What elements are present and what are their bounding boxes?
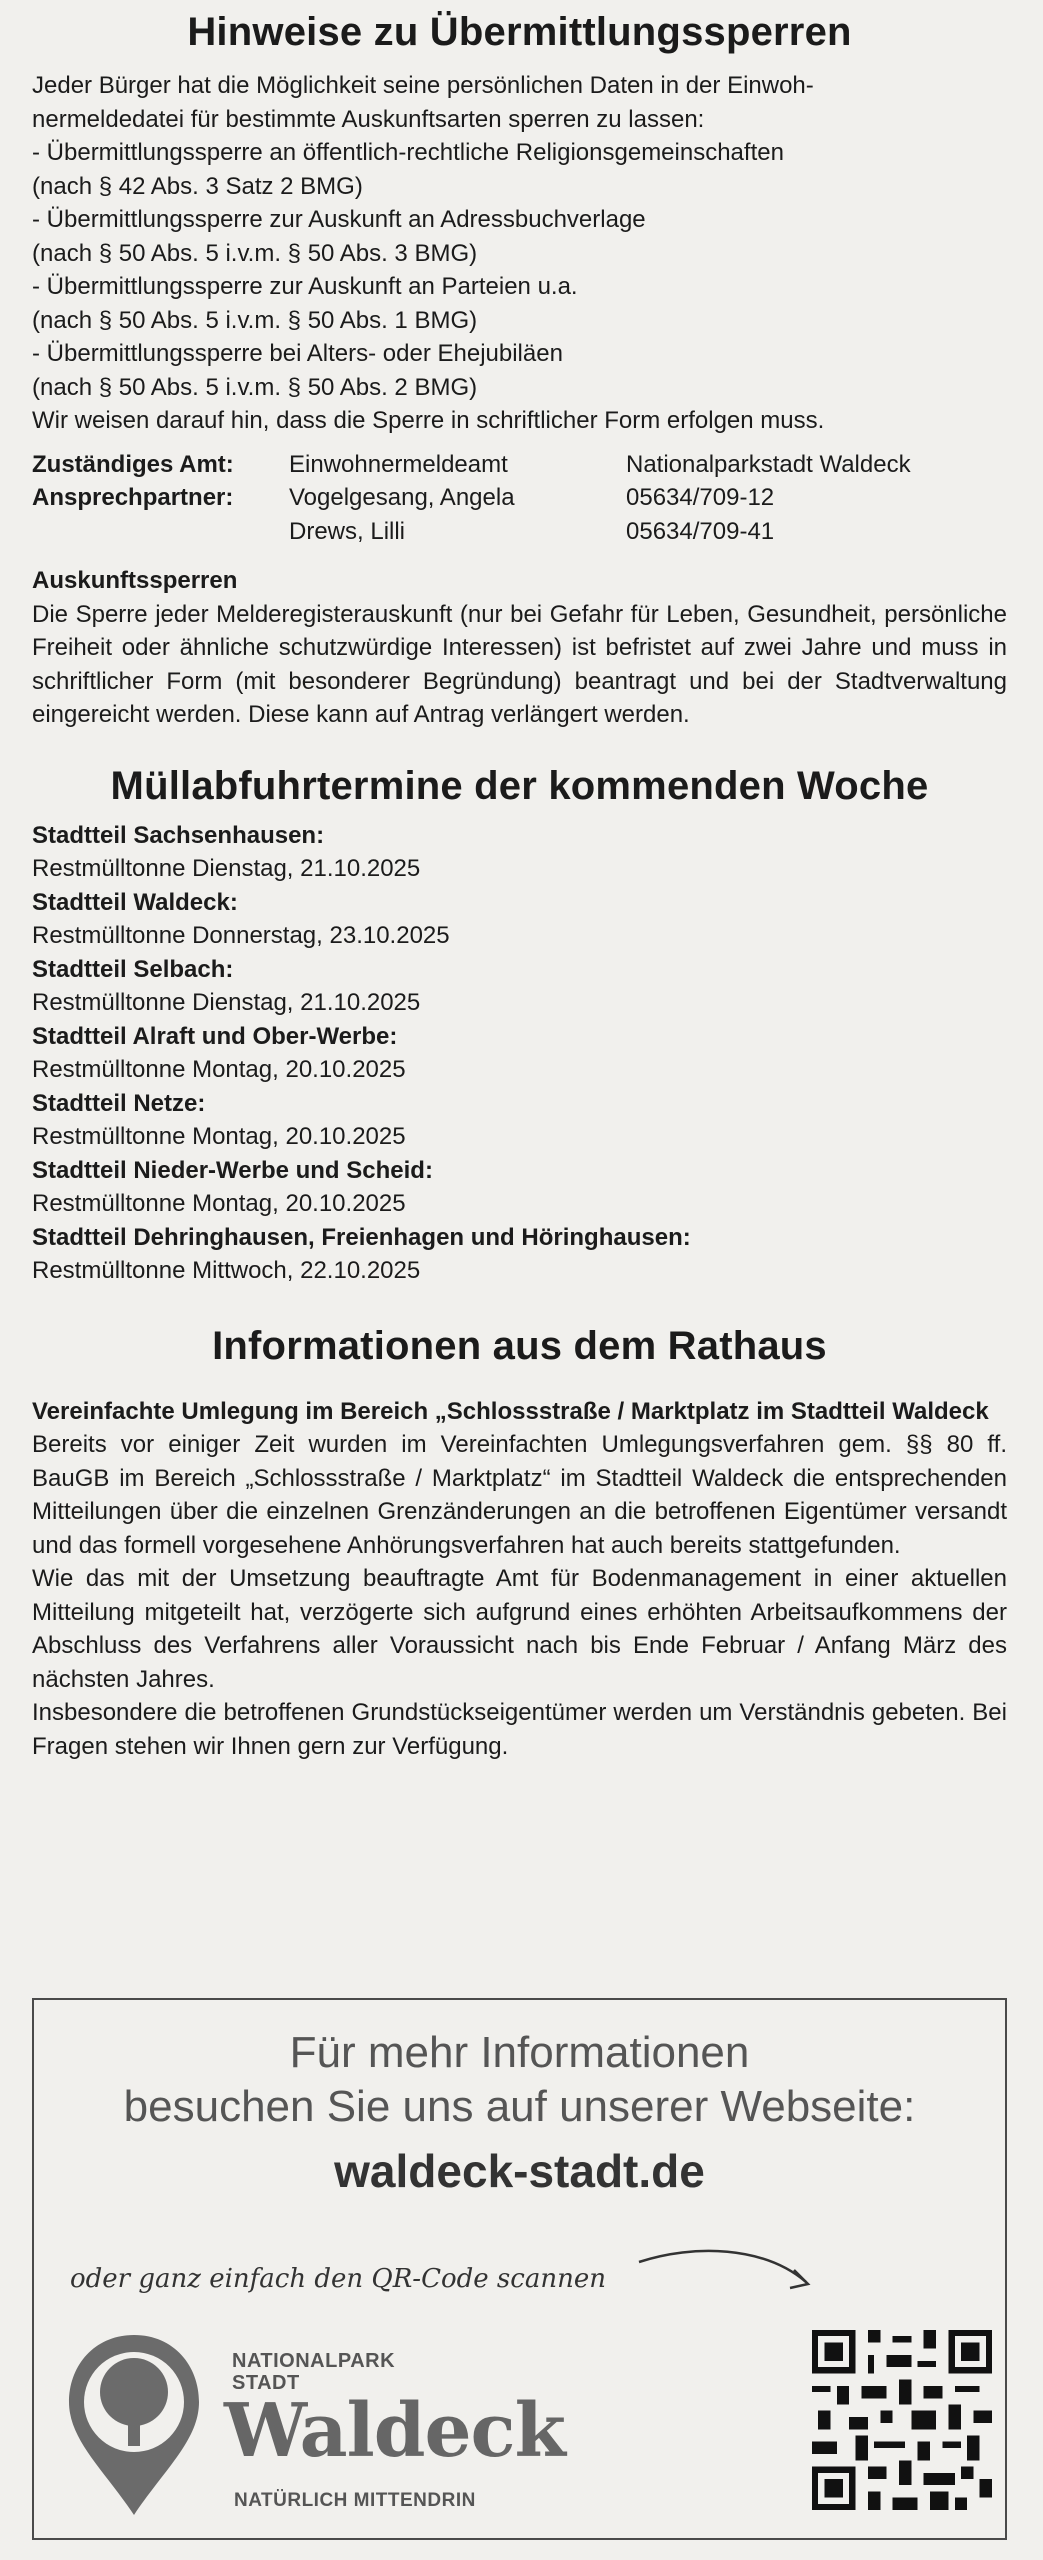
- arrow-icon: [634, 2240, 824, 2320]
- rathaus-section: [32, 1395, 1007, 1764]
- logo-name: Waldeck: [224, 2388, 565, 2474]
- amt-value: Einwohnermeldeamt: [289, 450, 508, 478]
- district-name: Stadtteil Nieder-Werbe und Scheid:: [32, 1156, 433, 1184]
- district-name: Stadtteil Selbach:: [32, 955, 234, 983]
- partner-name: Vogelgesang, Angela: [289, 484, 515, 511]
- handwritten-note: oder ganz einfach den QR-Code scannen: [70, 2264, 606, 2294]
- pickup-date: Restmülltonne Donnerstag, 23.10.2025: [32, 922, 450, 949]
- partner-phone: 05634/709-41: [626, 517, 775, 545]
- ad-line2: besuchen Sie uns auf unserer Webseite:: [123, 2082, 916, 2131]
- intro-line: - Übermittlungssperre an öffentlich-rechtliche Religionsgemeinschaften: [32, 139, 784, 166]
- partner-label: Ansprechpartner:: [32, 484, 234, 511]
- rathaus-subtitle: Vereinfachte Umlegung im Bereich „Schlossstraße / Marktplatz im Stadtteil Waldeck: [32, 1397, 989, 1425]
- pickup-date: Restmülltonne Montag, 20.10.2025: [32, 1056, 406, 1083]
- pickup-date: Restmülltonne Dienstag, 21.10.2025: [32, 989, 421, 1016]
- rathaus-title: Informationen aus dem Rathaus: [212, 1323, 827, 1368]
- amt-label: Zuständiges Amt:: [32, 450, 234, 478]
- district-name: Stadtteil Netze:: [32, 1089, 206, 1117]
- website-link[interactable]: waldeck-stadt.de: [334, 2145, 705, 2197]
- tree-pin-icon: [64, 2330, 204, 2520]
- hinweise-title: Hinweise zu Übermittlungssperren: [187, 10, 852, 54]
- partner-phone: 05634/709-12: [626, 484, 775, 511]
- logo-top: NATIONALPARK: [232, 2350, 396, 2372]
- auskunft-title: Auskunftssperren: [32, 567, 238, 594]
- muell-list: [32, 819, 1007, 1288]
- pickup-date: Restmülltonne Montag, 20.10.2025: [32, 1123, 406, 1150]
- muell-title: Müllabfuhrtermine der kommenden Woche: [110, 763, 929, 808]
- hinweise-intro: [32, 69, 1007, 438]
- intro-line: Jeder Bürger hat die Möglichkeit seine persönlichen Daten in der Einwoh-: [32, 72, 814, 99]
- district-name: Stadtteil Sachsenhausen:: [32, 821, 325, 849]
- hinweise-note: Wir weisen darauf hin, dass die Sperre in schriftlicher Form erfolgen muss.: [32, 407, 825, 434]
- website-ad-box: [32, 1998, 1007, 2540]
- waldeck-logo: [64, 2330, 584, 2530]
- pickup-date: Restmülltonne Mittwoch, 22.10.2025: [32, 1257, 421, 1284]
- district-name: Stadtteil Alraft und Ober-Werbe:: [32, 1022, 398, 1050]
- document-page: [32, 10, 1007, 1763]
- intro-line: (nach § 50 Abs. 5 i.v.m. § 50 Abs. 2 BMG): [32, 373, 478, 401]
- qr-code-icon[interactable]: [812, 2330, 992, 2510]
- district-name: Stadtteil Waldeck:: [32, 888, 238, 916]
- pickup-date: Restmülltonne Dienstag, 21.10.2025: [32, 855, 421, 882]
- auskunft-text: Die Sperre jeder Melderegisterauskunft (nur bei Gefahr für Leben, Gesundheit, persönliche Freiheit oder ähnliche schutzwürdige Interessen) ist befristet auf zwei Jahre und muss in schriftlicher Form (mit besonderer Begründung) beantragt und bei der Stadtverwaltung eingereicht werden. Diese kann auf Antrag verlängert werden.: [32, 600, 1007, 728]
- pickup-date: Restmülltonne Montag, 20.10.2025: [32, 1190, 406, 1217]
- partner-name: Drews, Lilli: [289, 517, 406, 545]
- logo-mid: STADT: [232, 2372, 300, 2394]
- ad-line1: Für mehr Informationen: [289, 2028, 750, 2077]
- rathaus-paragraph: Wie das mit der Umsetzung beauftragte Amt für Bodenmanagement in einer aktuellen Mitteilung mitgeteilt hat, verzögerte sich aufgrund eines erhöhten Arbeitsaufkommens der Abschluss des Verfahrens aller Voraussicht nach bis Ende Februar / Anfang März des nächsten Jahres.: [32, 1565, 1007, 1693]
- intro-line: nermeldedatei für bestimmte Auskunftsarten sperren zu lassen:: [32, 105, 705, 133]
- rathaus-paragraph: Bereits vor einiger Zeit wurden im Vereinfachten Umlegungsverfahren gem. §§ 80 ff. BauGB im Bereich „Schlossstraße / Marktplatz“ im Stadtteil Waldeck die entsprechenden Mitteilungen über die einzelnen Grenzänderungen an die betroffenen Eigentümer versandt und das formell vorgesehene Anhörungsverfahren hat auch bereits stattgefunden.: [32, 1431, 1007, 1559]
- amt-city: Nationalparkstadt Waldeck: [626, 450, 911, 478]
- district-name: Stadtteil Dehringhausen, Freienhagen und Höringhausen:: [32, 1223, 691, 1251]
- intro-line: (nach § 50 Abs. 5 i.v.m. § 50 Abs. 1 BMG): [32, 306, 478, 334]
- rathaus-paragraph: Insbesondere die betroffenen Grundstückseigentümer werden um Verständnis gebeten. Bei Fragen stehen wir Ihnen gern zur Verfügung.: [32, 1699, 1007, 1760]
- intro-line: (nach § 42 Abs. 3 Satz 2 BMG): [32, 172, 363, 200]
- intro-line: - Übermittlungssperre zur Auskunft an Adressbuchverlage: [32, 206, 646, 233]
- intro-line: - Übermittlungssperre zur Auskunft an Parteien u.a.: [32, 273, 578, 300]
- intro-line: (nach § 50 Abs. 5 i.v.m. § 50 Abs. 3 BMG): [32, 239, 478, 267]
- logo-slogan: NATÜRLICH MITTENDRIN: [234, 2490, 476, 2511]
- intro-line: - Übermittlungssperre bei Alters- oder Ehejubiläen: [32, 340, 563, 367]
- contact-table: [32, 448, 1007, 549]
